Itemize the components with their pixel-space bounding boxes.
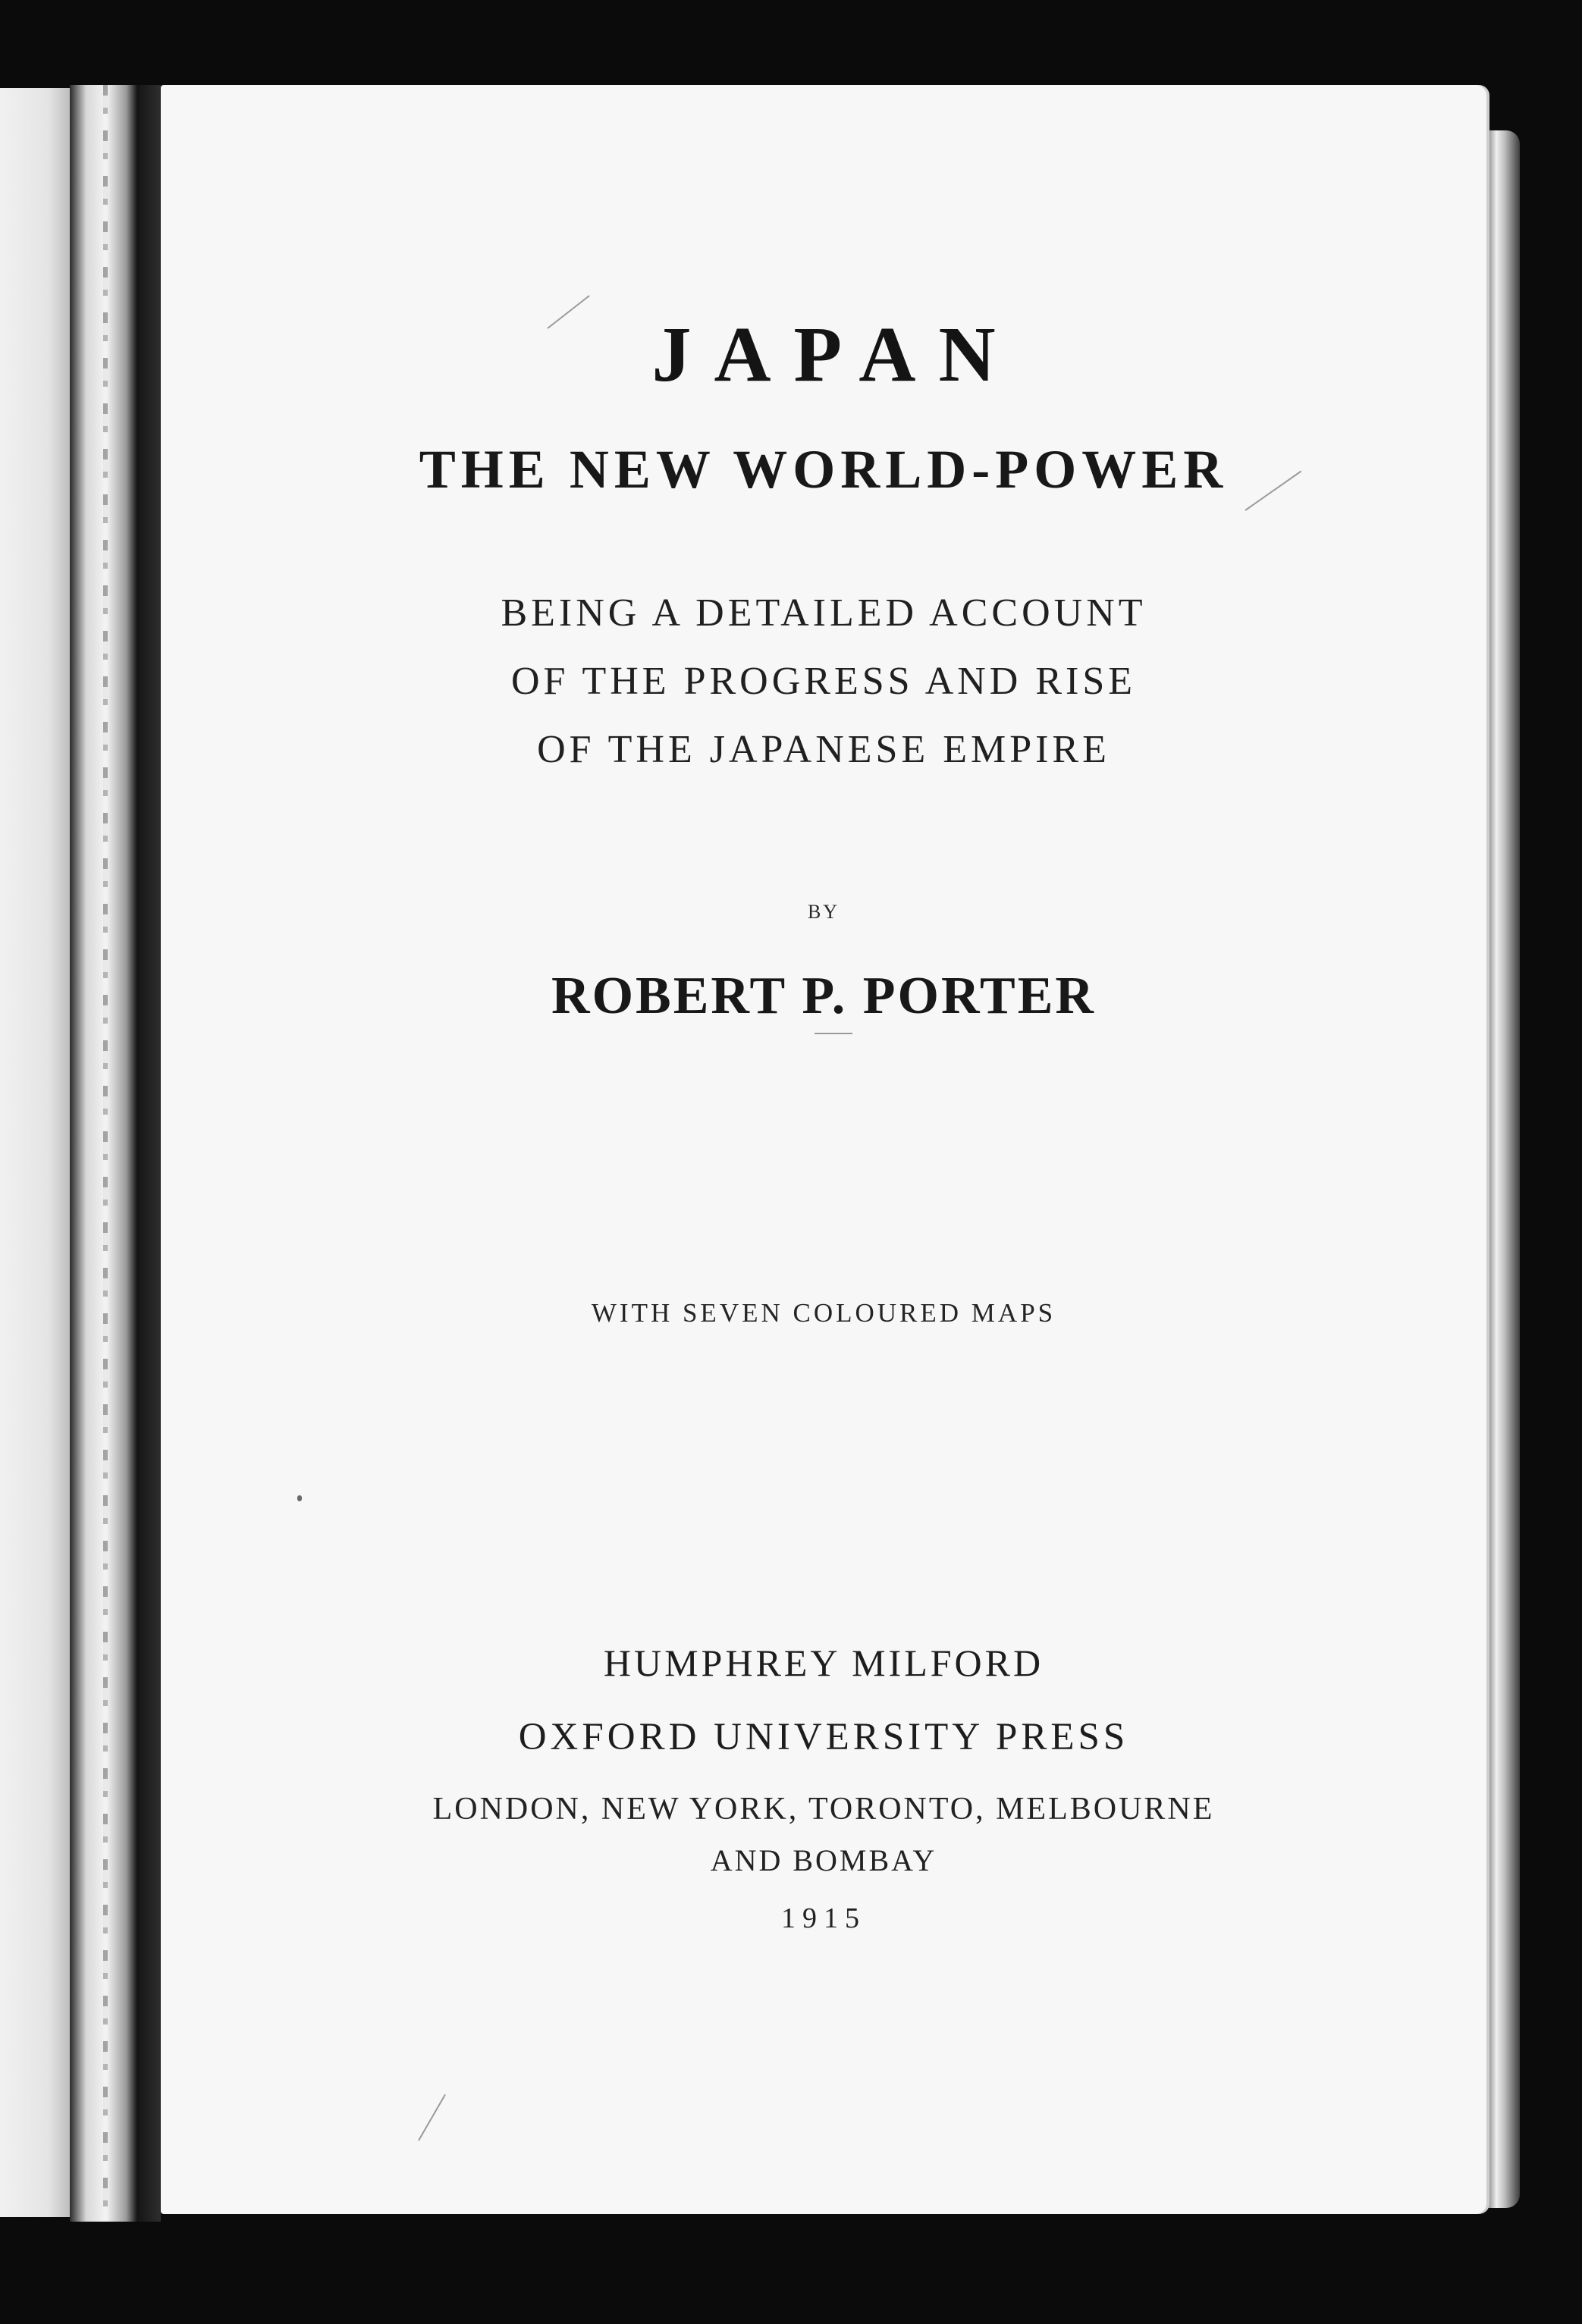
publication-year: 1915 xyxy=(781,1902,866,1934)
title-page xyxy=(161,85,1486,2214)
pencil-mark xyxy=(418,2094,446,2141)
previous-page-edge xyxy=(0,88,72,2217)
description-line: OF THE JAPANESE EMPIRE xyxy=(537,728,1110,771)
book-description xyxy=(161,579,1486,784)
page-stack-edge xyxy=(1486,130,1520,2208)
imprint-cities-continued: AND BOMBAY xyxy=(710,1843,937,1877)
book-gutter xyxy=(70,85,161,2222)
specks xyxy=(297,1495,302,1501)
book-subtitle: THE NEW WORLD-POWER xyxy=(419,439,1229,500)
book-title: JAPAN xyxy=(651,311,1019,398)
description-line: BEING A DETAILED ACCOUNT xyxy=(501,591,1147,635)
illustrations-note: WITH SEVEN COLOURED MAPS xyxy=(591,1298,1056,1328)
description-line: OF THE PROGRESS AND RISE xyxy=(510,660,1137,703)
publisher-name: HUMPHREY MILFORD xyxy=(603,1642,1044,1684)
press-name: OXFORD UNIVERSITY PRESS xyxy=(518,1716,1129,1758)
imprint-cities: LONDON, NEW YORK, TORONTO, MELBOURNE xyxy=(432,1792,1215,1827)
by-label: BY xyxy=(807,901,840,923)
author-name: ROBERT P. PORTER xyxy=(551,967,1096,1025)
underline-mark xyxy=(815,1033,852,1034)
